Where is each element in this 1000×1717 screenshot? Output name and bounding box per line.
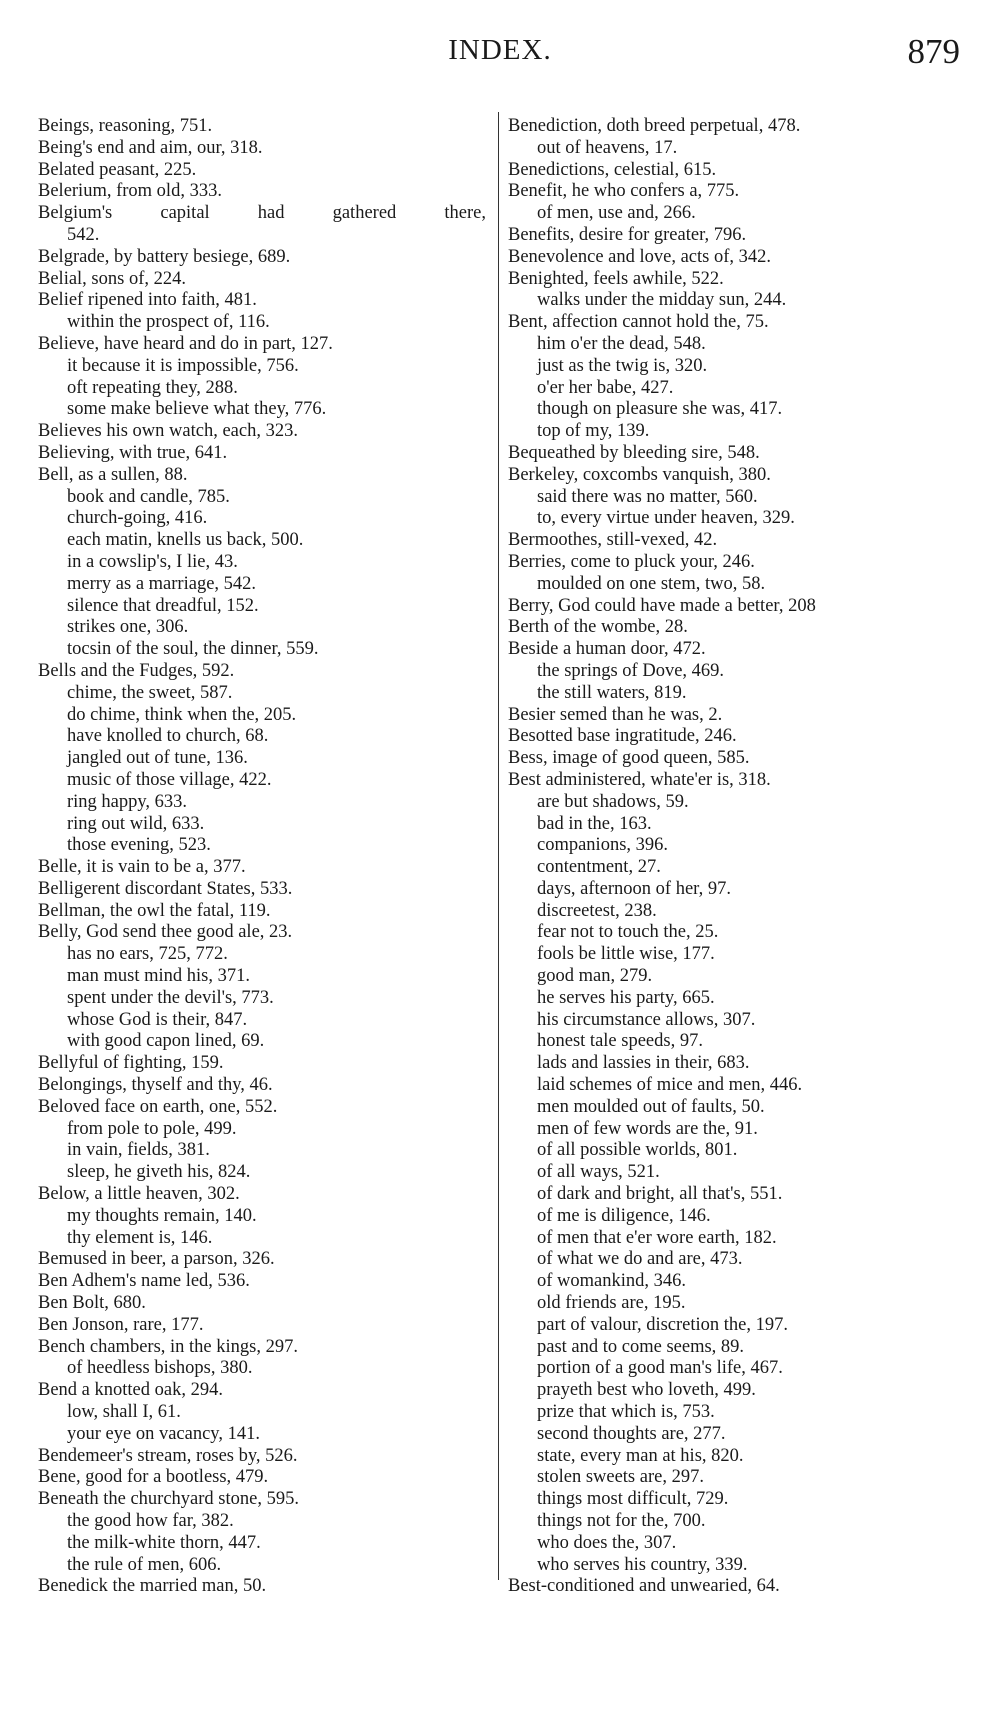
index-entry: Belerium, from old, 333.: [38, 181, 222, 202]
index-entry: Belgrade, by battery besiege, 689.: [38, 246, 291, 267]
index-subentry: who serves his country, 339.: [537, 1554, 748, 1575]
index-entry: Benedick the married man, 50.: [38, 1576, 267, 1597]
index-subentry: just as the twig is, 320.: [537, 355, 708, 376]
index-entry: Bend a knotted oak, 294.: [38, 1380, 223, 1401]
index-subentry: thy element is, 146.: [67, 1227, 213, 1248]
index-subentry: walks under the midday sun, 244.: [537, 290, 787, 311]
index-subentry: have knolled to church, 68.: [67, 726, 269, 747]
index-subentry: low, shall I, 61.: [67, 1402, 181, 1423]
index-entry: Best-conditioned and unwearied, 64.: [508, 1576, 780, 1597]
index-subentry: chime, the sweet, 587.: [67, 682, 233, 703]
index-subentry: spent under the devil's, 773.: [67, 987, 274, 1008]
index-entry: Believe, have heard and do in part, 127.: [38, 333, 333, 354]
index-subentry: to, every virtue under heaven, 329.: [537, 508, 795, 529]
index-entry: Believing, with true, 641.: [38, 442, 228, 463]
index-entry: Besier semed than he was, 2.: [508, 704, 723, 725]
index-subentry: days, afternoon of her, 97.: [537, 878, 731, 899]
index-entry: Best administered, whate'er is, 318.: [508, 769, 771, 790]
index-entry: Beloved face on earth, one, 552.: [38, 1096, 278, 1117]
index-entry: Belial, sons of, 224.: [38, 268, 186, 289]
index-entry: Beings, reasoning, 751.: [38, 116, 213, 136]
index-subentry: he serves his party, 665.: [537, 987, 715, 1008]
index-subentry: though on pleasure she was, 417.: [537, 399, 783, 420]
index-subentry: men moulded out of faults, 50.: [537, 1096, 765, 1117]
page-header: [40, 34, 960, 78]
index-entry: Ben Jonson, rare, 177.: [38, 1314, 204, 1335]
index-subentry: honest tale speeds, 97.: [537, 1031, 703, 1052]
index-entry: Bellyful of fighting, 159.: [38, 1053, 224, 1074]
index-subentry: of men that e'er wore earth, 182.: [537, 1227, 777, 1248]
index-subentry: who does the, 307.: [537, 1532, 677, 1553]
index-subentry: ring happy, 633.: [67, 791, 188, 812]
index-subentry: part of valour, discretion the, 197.: [537, 1314, 788, 1335]
index-subentry: it because it is impossible, 756.: [67, 355, 299, 376]
index-subentry: from pole to pole, 499.: [67, 1118, 237, 1139]
index-subentry: of all possible worlds, 801.: [537, 1140, 738, 1161]
index-subentry: stolen sweets are, 297.: [537, 1467, 704, 1488]
index-entry: Below, a little heaven, 302.: [38, 1184, 240, 1205]
index-subentry: in vain, fields, 381.: [67, 1140, 210, 1161]
index-subentry: things most difficult, 729.: [537, 1489, 729, 1510]
index-subentry: the good how far, 382.: [67, 1511, 234, 1531]
index-subentry: bad in the, 163.: [537, 813, 652, 834]
index-subentry: jangled out of tune, 136.: [67, 748, 248, 769]
index-entry: Belgium's capital had gathered there,: [38, 203, 486, 224]
index-entry: Berry, God could have made a better, 208: [508, 595, 816, 616]
index-subentry: in a cowslip's, I lie, 43.: [67, 551, 238, 572]
index-entry: Bemused in beer, a parson, 326.: [38, 1249, 275, 1270]
index-subentry: of men, use and, 266.: [537, 203, 696, 224]
index-entry: Bellman, the owl the fatal, 119.: [38, 900, 271, 921]
index-entry: Bent, affection cannot hold the, 75.: [508, 312, 769, 333]
index-subentry: of dark and bright, all that's, 551.: [537, 1184, 783, 1205]
index-subentry: prayeth best who loveth, 499.: [537, 1380, 756, 1401]
index-subentry: contentment, 27.: [537, 857, 661, 878]
index-entry: Belief ripened into faith, 481.: [38, 290, 257, 311]
index-subentry: discreetest, 238.: [537, 900, 657, 921]
index-subentry: laid schemes of mice and men, 446.: [537, 1075, 803, 1096]
index-entry: Belle, it is vain to be a, 377.: [38, 857, 246, 878]
index-subentry: of me is diligence, 146.: [537, 1205, 711, 1226]
index-entry: Ben Bolt, 680.: [38, 1293, 146, 1314]
index-subentry: state, every man at his, 820.: [537, 1445, 744, 1466]
index-subentry: 542.: [67, 224, 100, 245]
index-subentry: moulded on one stem, two, 58.: [537, 573, 766, 594]
index-entry: Bermoothes, still-vexed, 42.: [508, 530, 718, 551]
index-entry: Bene, good for a bootless, 479.: [38, 1467, 269, 1488]
index-subentry: your eye on vacancy, 141.: [67, 1423, 260, 1444]
index-subentry: his circumstance allows, 307.: [537, 1009, 756, 1030]
index-subentry: him o'er the dead, 548.: [537, 333, 706, 354]
index-subentry: silence that dreadful, 152.: [67, 595, 259, 616]
index-subentry: has no ears, 725, 772.: [67, 944, 228, 965]
index-entry: Bess, image of good queen, 585.: [508, 748, 750, 769]
index-entry: Believes his own watch, each, 323.: [38, 421, 298, 442]
index-entry: Benediction, doth breed perpetual, 478.: [508, 116, 801, 136]
index-subentry: companions, 396.: [537, 835, 669, 856]
index-subentry: the rule of men, 606.: [67, 1554, 222, 1575]
index-entry: Belated peasant, 225.: [38, 159, 197, 180]
index-entry: Beside a human door, 472.: [508, 639, 706, 660]
index-subentry: of heedless bishops, 380.: [67, 1358, 253, 1379]
index-entry: Belly, God send thee good ale, 23.: [38, 922, 293, 943]
index-subentry: men of few words are the, 91.: [537, 1118, 758, 1139]
index-subentry: those evening, 523.: [67, 835, 211, 856]
index-subentry: good man, 279.: [537, 966, 653, 987]
index-subentry: with good capon lined, 69.: [67, 1031, 265, 1052]
index-entry: Benefit, he who confers a, 775.: [508, 181, 740, 202]
index-entry: Benedictions, celestial, 615.: [508, 159, 717, 180]
index-subentry: fear not to touch the, 25.: [537, 922, 719, 943]
index-subentry: lads and lassies in their, 683.: [537, 1053, 750, 1074]
index-subentry: the milk-white thorn, 447.: [67, 1532, 261, 1553]
index-subentry: some make believe what they, 776.: [67, 399, 327, 420]
index-subentry: of womankind, 346.: [537, 1271, 687, 1292]
index-subentry: old friends are, 195.: [537, 1293, 686, 1314]
index-entry: Benighted, feels awhile, 522.: [508, 268, 724, 289]
index-subentry: sleep, he giveth his, 824.: [67, 1162, 251, 1183]
index-subentry: of all ways, 521.: [537, 1162, 660, 1183]
index-subentry: within the prospect of, 116.: [67, 312, 270, 333]
index-subentry: are but shadows, 59.: [537, 791, 689, 812]
index-subentry: second thoughts are, 277.: [537, 1423, 726, 1444]
index-entry: Benevolence and love, acts of, 342.: [508, 246, 772, 267]
index-entry: Bench chambers, in the kings, 297.: [38, 1336, 298, 1357]
index-column-right: [508, 116, 958, 1598]
index-entry: Beneath the churchyard stone, 595.: [38, 1489, 299, 1510]
index-entry: Bendemeer's stream, roses by, 526.: [38, 1445, 298, 1466]
index-entry: Belongings, thyself and thy, 46.: [38, 1075, 273, 1096]
index-subentry: portion of a good man's life, 467.: [537, 1358, 783, 1379]
index-entry: Berries, come to pluck your, 246.: [508, 551, 755, 572]
index-subentry: do chime, think when the, 205.: [67, 704, 297, 725]
index-entry: Berth of the wombe, 28.: [508, 617, 688, 638]
index-subentry: church-going, 416.: [67, 508, 208, 529]
index-entry: Ben Adhem's name led, 536.: [38, 1271, 250, 1292]
index-subentry: man must mind his, 371.: [67, 966, 250, 987]
index-entry: Besotted base ingratitude, 246.: [508, 726, 737, 747]
index-subentry: whose God is their, 847.: [67, 1009, 248, 1030]
index-subentry: merry as a marriage, 542.: [67, 573, 257, 594]
index-entry: Bell, as a sullen, 88.: [38, 464, 188, 485]
index-subentry: said there was no matter, 560.: [537, 486, 758, 507]
index-subentry: fools be little wise, 177.: [537, 944, 715, 965]
index-entry: Bequeathed by bleeding sire, 548.: [508, 442, 760, 463]
index-subentry: my thoughts remain, 140.: [67, 1205, 257, 1226]
index-subentry: top of my, 139.: [537, 421, 650, 442]
index-entry: Being's end and aim, our, 318.: [38, 137, 263, 158]
index-subentry: of what we do and are, 473.: [537, 1249, 743, 1270]
page-number: 879: [907, 32, 960, 71]
index-entry: Berkeley, coxcombs vanquish, 380.: [508, 464, 771, 485]
index-subentry: prize that which is, 753.: [537, 1402, 715, 1423]
index-subentry: o'er her babe, 427.: [537, 377, 674, 398]
index-entry: Bells and the Fudges, 592.: [38, 660, 235, 681]
index-entry: Belligerent discordant States, 533.: [38, 878, 293, 899]
index-subentry: ring out wild, 633.: [67, 813, 205, 834]
index-subentry: oft repeating they, 288.: [67, 377, 238, 398]
index-subentry: music of those village, 422.: [67, 769, 272, 790]
index-entry: Benefits, desire for greater, 796.: [508, 224, 747, 245]
index-subentry: out of heavens, 17.: [537, 137, 678, 158]
index-subentry: past and to come seems, 89.: [537, 1336, 745, 1357]
index-subentry: each matin, knells us back, 500.: [67, 530, 304, 551]
index-subentry: book and candle, 785.: [67, 486, 230, 507]
column-divider: [498, 112, 499, 1580]
page-title: INDEX.: [448, 34, 552, 66]
index-subentry: strikes one, 306.: [67, 617, 189, 638]
index-column-left: [38, 116, 486, 1598]
index-subentry: the still waters, 819.: [537, 682, 687, 703]
index-subentry: the springs of Dove, 469.: [537, 660, 725, 681]
index-subentry: things not for the, 700.: [537, 1511, 706, 1531]
index-subentry: tocsin of the soul, the dinner, 559.: [67, 639, 319, 660]
